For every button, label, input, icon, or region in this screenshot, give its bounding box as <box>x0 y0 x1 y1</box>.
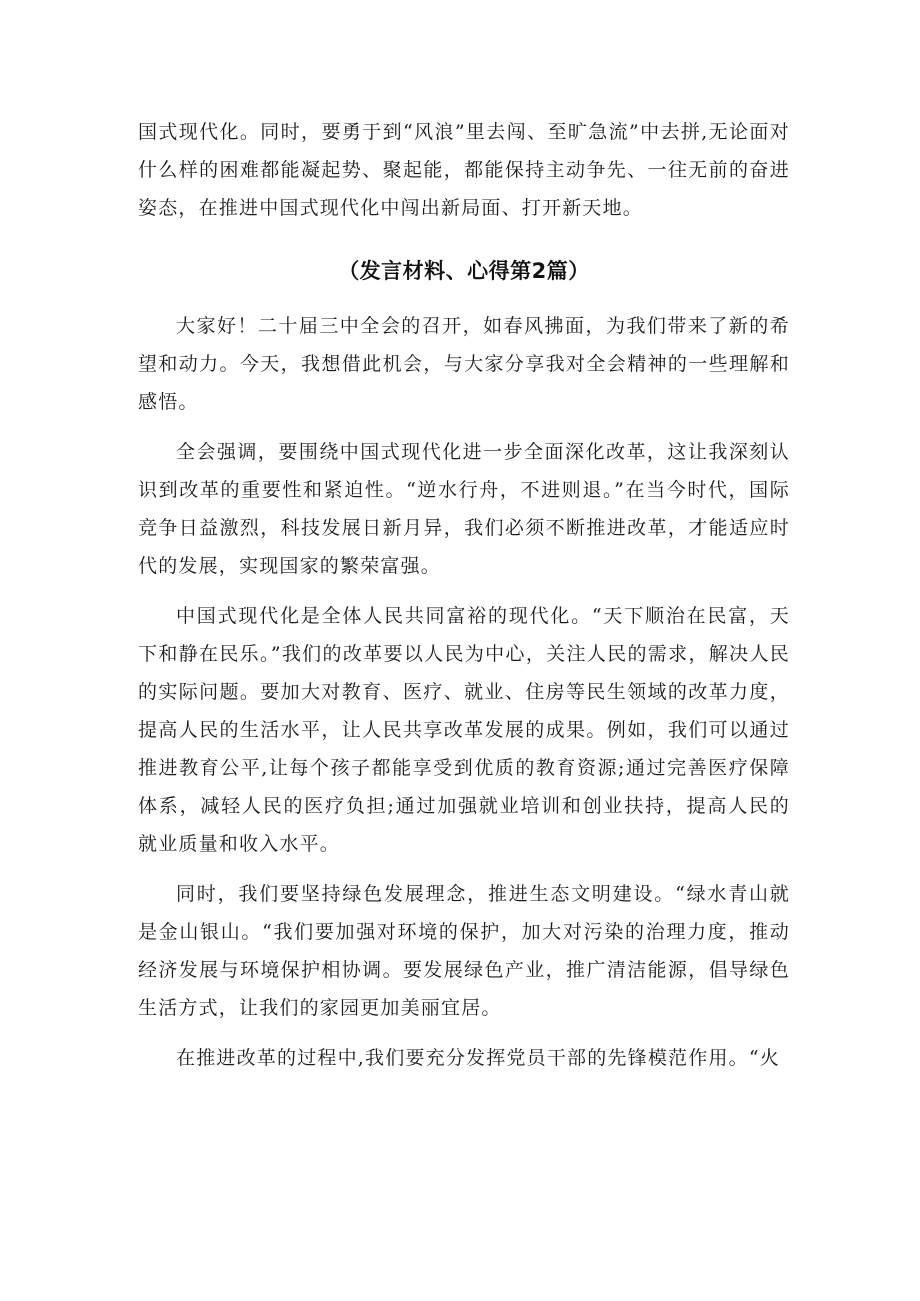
document-body <box>138 113 790 1077</box>
paragraph-party-members: 在推进改革的过程中,我们要充分发挥党员干部的先锋模范作用。“火 <box>176 1047 780 1069</box>
paragraph-reform-urgency: 全会强调，要围绕中国式现代化进一步全面深化改革，这让我深刻认识到改革的重要性和紧迫性。“逆水行舟，不进则退。”在当今时代，国际竞争日益激烈，科技发展日新月异，我们必须不断推进改革，才能适应时代的发展，实现国家的繁荣富强。 <box>138 441 790 577</box>
paragraph-common-prosperity: 中国式现代化是全体人民共同富裕的现代化。“天下顺治在民富，天下和静在民乐。”我们的改革要以人民为中心，关注人民的需求，解决人民的实际问题。要加大对教育、医疗、就业、住房等民生领域的改革力度，提高人民的生活水平，让人民共享改革发展的成果。例如，我们可以通过推进教育公平,让每个孩子都能享受到优质的教育资源;通过完善医疗保障体系，减轻人民的医疗负担;通过加强就业培训和创业扶持，提高人民的就业质量和收入水平。 <box>138 605 790 855</box>
paragraph-green-development: 同时，我们要坚持绿色发展理念，推进生态文明建设。“绿水青山就是金山银山。“我们要加强对环境的保护，加大对污染的治理力度，推动经济发展与环境保护相协调。要发展绿色产业，推广清洁能源，倡导绿色生活方式，让我们的家园更加美丽宜居。 <box>138 883 790 1019</box>
paragraph-greeting: 大家好！二十届三中全会的召开，如春风拂面，为我们带来了新的希望和动力。今天，我想借此机会，与大家分享我对全会精神的一些理解和感悟。 <box>138 315 790 413</box>
continuation-paragraph: 国式现代化。同时，要勇于到“风浪”里去闯、至旷急流”中去拼,无论面对什么样的困难都能凝起势、聚起能，都能保持主动争先、一往无前的奋进姿态，在推进中国式现代化中闯出新局面、打开新天地。 <box>138 121 790 219</box>
section-heading: （发言材料、心得第2篇） <box>338 259 590 283</box>
